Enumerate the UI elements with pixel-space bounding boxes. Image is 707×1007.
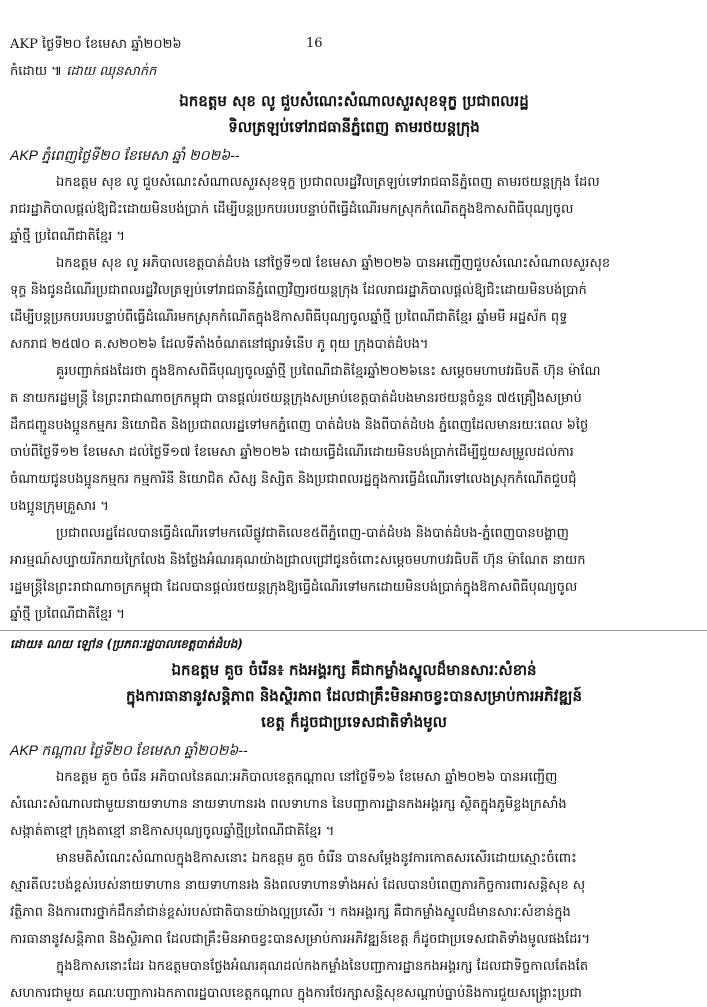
divider	[0, 630, 707, 631]
page-number: 16	[306, 36, 323, 51]
body-line: ត នាយករដ្ឋមន្ត្រី នៃព្រះរាជាណាចក្រកម្ពុជា បានផ្តល់រថយន្តក្រុងសម្រាប់ខេត្តបាត់ដំបងមានរថយន្តចំនួន ៧៥គ្រឿងសម្រាប់	[10, 391, 582, 406]
article1-dateline	[10, 142, 698, 169]
dateline: AKP កណ្តាល ថ្ងៃទី២០ ខែមេសា ឆ្នាំ២០២៦--	[10, 742, 248, 758]
byline-prefix: កំដោយ ៕	[10, 64, 63, 79]
body-line: សំណេះសំណាលជាមួយនាយទាហាន នាយទាហានរង ពលទាហាន នៃបញ្ជាការដ្ឋានកងអង្គរក្ស ស្ថិតក្នុងភូមិខ្លងក្រសាំង	[10, 797, 567, 812]
body-line: វត្ថិភាព និងការពារថ្នាក់ដឹកនាំជាន់ខ្ពស់របស់ជាតិបានយ៉ាងល្អប្រសើរ ។ កងអង្គរក្ស គឺជាកម្លាំងស្នូលដ៏មានសារៈសំខាន់ក្នុង	[10, 905, 571, 920]
byline-author: ដោយ ឈុនសាក់ក	[66, 64, 157, 79]
article2-body	[10, 764, 698, 1007]
body-line: រាជរដ្ឋាភិបាលផ្តល់ឱ្យជិះដោយមិនបង់ប្រាក់ ដើម្បីបន្តប្រកបរបរបន្ទាប់ពីធ្វើដំណើរមកស្រុកកំណើតក្នុងឱកាសពិធីបុណ្យចូល	[10, 202, 574, 217]
author-credit: ដោយ៖ ណយ ឡៅន (ប្រភពៈរដ្ឋបាលខេត្តបាត់ដំបង)	[10, 637, 243, 651]
body-line: ដើម្បីបន្តប្រកបរបរបន្ទាប់ពីធ្វើដំណើរមកស្រុកកំណើតក្នុងឱកាសពិធីបុណ្យចូលឆ្នាំថ្មី ប្រពៃណីជាតិខ្មែរ ឆ្នាំមមី អដ្ឋស័ក ពុទ្ធ	[10, 310, 568, 325]
body-line: មានមតិសំណេះសំណាលក្នុងឱកាសនោះ ឯកឧត្តម គួច ចំរើន បានសម្តែងនូវការកោតសរសើរដោយស្មោះចំពោះ	[56, 851, 577, 866]
body-line: ឯកឧត្តម គួច ចំរើន អភិបាលនៃគណៈអភិបាលខេត្តកណ្តាល នៅថ្ងៃទី១៦ ខែមេសា ឆ្នាំ២០២៦ បានអញ្ជើញ	[56, 770, 558, 785]
article2-title-line: ឯកឧត្តម គួច ចំរើន៖ កងអង្គរក្ស គឺជាកម្លាំងស្នូលដ៏មានសារៈសំខាន់	[171, 661, 537, 679]
article1-author	[10, 632, 698, 656]
body-line: ឆ្នាំថ្មី ប្រពៃណីជាតិខ្មែរ ។	[10, 229, 125, 244]
body-line: ស្មារតីលះបង់ខ្ពស់របស់នាយទាហាន នាយទាហានរង និងពលទាហានទាំងអស់ ដែលបានបំពេញភារកិច្ចការពារសន្តិសុខ សុ	[10, 878, 586, 893]
body-line: អារម្មណ៍សប្បាយរីករាយក្រៃលែង និងថ្លែងអំណរគុណយ៉ាងជ្រាលជ្រៅជូនចំពោះសម្តេចមហាបវរធិបតី ហ៊ុន ម៉ាណែត នាយក	[10, 553, 586, 568]
body-line: ចំណាយជូនបងប្អូនកម្មករ កម្មការិនី និយោជិត សិស្ស និស្សិត និងប្រជាពលរដ្ឋក្នុងការធ្វើដំណើរទៅលេងស្រុកកំណើតជួបជុំ	[10, 472, 577, 487]
dateline: AKP ភ្នំពេញថ្ងៃទី២០ ខែមេសា ឆ្នាំ ២០២៦--	[10, 147, 240, 163]
body-line: រដ្ឋមន្ត្រីនៃព្រះរាជាណាចក្រកម្ពុជា ដែលបានផ្តល់រថយន្តក្រុងឱ្យធ្វើដំណើរទៅមកដោយមិនបង់ប្រាក់ក្នុងឱកាសពិធីបុណ្យចូល	[10, 580, 578, 595]
body-line: ឆ្នាំថ្មី ប្រពៃណីជាតិខ្មែរ ។	[10, 607, 125, 622]
body-line: ដឹកជញ្ជូនបងប្អូនកម្មករ និយោជិត និងប្រជាពលរដ្ឋទៅមកភ្នំពេញ បាត់ដំបង និងពីបាត់ដំបង ភ្នំពេញដែលមានរយៈពេល ៦ថ្ងៃ	[10, 418, 589, 433]
article1-title-line: ឯកឧត្តម សុខ លូ ជួបសំណេះសំណាលសួរសុខទុក្ខ ប្រជាពលរដ្ឋ	[179, 92, 529, 110]
body-line: សហការជាមួយ គណៈបញ្ជាការឯកភាពរដ្ឋបាលខេត្តកណ្តាល ក្នុងការថែរក្សាសន្តិសុខសណ្តាប់ធ្នាប់និងការជួយសង្គ្រោះប្រជា	[10, 986, 582, 1001]
body-line: សករាជ ២៥៧០ គ.ស២០២៦ ដែលទីតាំងចំណតនៅផ្សារទំនើប ភូ ពុយ ក្រុងបាត់ដំបង។	[10, 337, 429, 352]
body-line: គួរបញ្ជាក់ផងដែរថា ក្នុងឱកាសពិធីបុណ្យចូលឆ្នាំថ្មី ប្រពៃណីជាតិខ្មែរឆ្នាំ២០២៦នេះ សម្តេចមហាបវរធិបតី ហ៊ុន ម៉ាណែ	[56, 364, 601, 379]
body-line: ឯកឧត្តម សុខ លូ អភិបាលខេត្តបាត់ដំបង នៅថ្ងៃទី១៧ ខែមេសា ឆ្នាំ២០២៦ បានអញ្ជើញជួបសំណេះសំណាលសួរសុខ	[56, 256, 611, 271]
article2-title-line: ខេត្ត ក៏ដូចជាប្រទេសជាតិទាំងមូល	[261, 713, 447, 731]
body-line: ចាប់ពីថ្ងៃទី១២ ខែមេសា ដល់ថ្ងៃទី១៧ ខែមេសា ឆ្នាំ២០២៦ ដោយធ្វើដំណើរដោយមិនបង់ប្រាក់ដើម្បីជួយសម្រួលដល់ការ	[10, 445, 574, 460]
body-line: ក្នុងឱកាសនោះដែរ ឯកឧត្តមបានថ្លែងអំណរគុណដល់កងកម្លាំងនៃបញ្ជាការដ្ឋានកងអង្គរក្ស ដែលជាទិច្ចកាលតែងតែ	[56, 959, 589, 974]
body-line: បងប្អូនក្រុមគ្រួសារ ។	[10, 499, 109, 514]
article1-body	[10, 169, 698, 628]
article1-title-line: ទិលត្រឡប់ទៅរាជធានីភ្នំពេញ តាមរថយន្តក្រុង	[228, 118, 480, 136]
article2-title	[10, 657, 698, 735]
body-line: សង្កាត់តាខ្មៅ ក្រុងតាខ្មៅ នាឱកាសបុណ្យចូលឆ្នាំថ្មីប្រពៃណីជាតិខ្មែរ ។	[10, 824, 335, 839]
article2-dateline	[10, 737, 698, 764]
body-line: ទុក្ខ និងជូនដំណើរប្រជាពលរដ្ឋវិលត្រឡប់ទៅរាជធានីភ្នំពេញវិញរថយន្តក្រុង ដែលរាជរដ្ឋាភិបាលផ្តល់ឱ្យជិះដោយមិនបង់ប្រាក់	[10, 283, 587, 298]
header-date: AKP ថ្ងៃទី២០ ខែមេសា ឆ្នាំ២០២៦	[10, 37, 182, 52]
article1-title	[10, 88, 698, 140]
byline-top	[10, 58, 698, 85]
body-line: ការធានានូវសន្តិភាព និងស្ថិរភាព ដែលជាគ្រឹះមិនអាចខ្វះបានសម្រាប់ការអភិវឌ្ឍន៍ខេត្ត ក៏ដូចជាប្រទេសជាតិទាំងមូលផងដែរ។	[10, 932, 591, 947]
body-line: ប្រជាពលរដ្ឋដែលបានធ្វើដំណើរទៅមកលើផ្លូវជាតិលេខ៥ពីភ្នំពេញ-បាត់ដំបង និងបាត់ដំបង-ភ្នំពេញបានបង្ហាញ	[56, 526, 569, 541]
body-line: ឯកឧត្តម សុខ លូ ជួបសំណេះសំណាលសួរសុខទុក្ខ ប្រជាពលរដ្ឋវិលត្រឡប់ទៅរាជធានីភ្នំពេញ តាមរថយន្តក្រុង ដែល	[56, 175, 600, 190]
article2-title-line: ក្នុងការធានានូវសន្តិភាព និងស្ថិរភាព ដែលជាគ្រឹះមិនអាចខ្វះបានសម្រាប់ការអភិវឌ្ឍន៍	[126, 687, 582, 705]
